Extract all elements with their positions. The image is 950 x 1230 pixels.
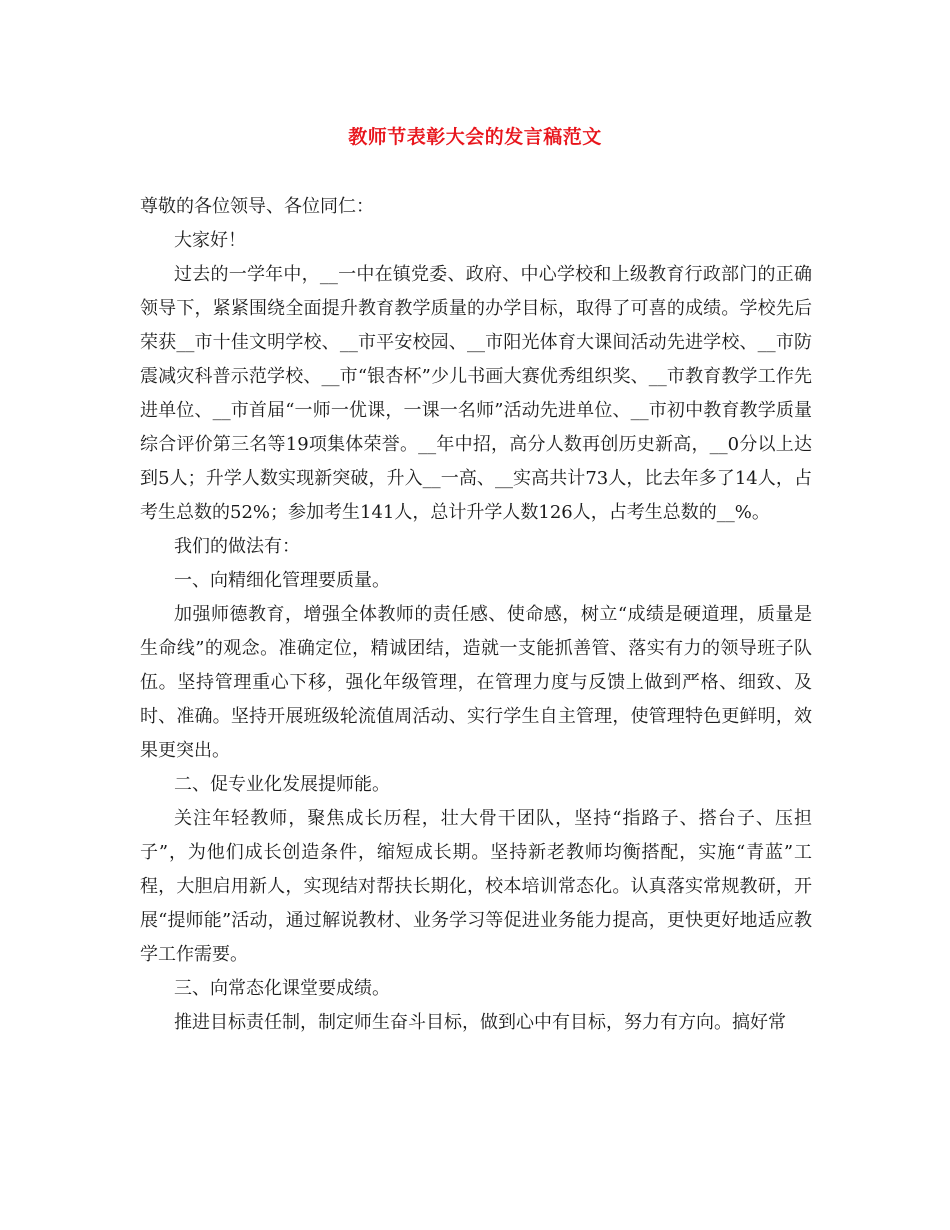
paragraph-greeting: 大家好！ xyxy=(174,230,246,251)
section-heading-3: 三、向常态化课堂要成绩。 xyxy=(174,978,390,999)
document-title: 教师节表彰大会的发言稿范文 xyxy=(348,126,602,148)
salutation: 尊敬的各位领导、各位同仁： xyxy=(140,196,374,217)
document-body xyxy=(140,190,812,1040)
paragraph-methods-intro: 我们的做法有： xyxy=(174,536,300,557)
paragraph-achievements: 过去的一学年中，__一中在镇党委、政府、中心学校和上级教育行政部门的正确领导下，紧紧围绕全面提升教育教学质量的办学目标，取得了可喜的成绩。学校先后荣获__市十佳文明学校、__市平安校园、__市阳光体育大课间活动先进学校、__市防震减灾科普示范学校、__市“银杏杯”少儿书画大赛优秀组织奖、__市教育教学工作先进单位、__市首届“一师一优课，一课一名师”活动先进单位、__市初中教育教学质量综合评价第三名等19项集体荣誉。__年中招，高分人数再创历史新高，__0分以上达到5人；升学人数实现新突破，升入__一高、__实高共计73人，比去年多了14人，占考生总数的52%；参加考生141人，总计升学人数126人，占考生总数的__%。 xyxy=(140,264,812,523)
section-heading-1: 一、向精细化管理要质量。 xyxy=(174,570,390,591)
paragraph-section-3: 推进目标责任制，制定师生奋斗目标，做到心中有目标，努力有方向。搞好常 xyxy=(174,1012,786,1033)
section-heading-2: 二、促专业化发展提师能。 xyxy=(174,774,390,795)
paragraph-section-2: 关注年轻教师，聚焦成长历程，壮大骨干团队，坚持“指路子、搭台子、压担子”，为他们成长创造条件，缩短成长期。坚持新老教师均衡搭配，实施“青蓝”工程，大胆启用新人，实现结对帮扶长期化，校本培训常态化。认真落实常规教研，开展“提师能”活动，通过解说教材、业务学习等促进业务能力提高，更快更好地适应教学工作需要。 xyxy=(140,808,812,965)
paragraph-section-1: 加强师德教育，增强全体教师的责任感、使命感，树立“成绩是硬道理，质量是生命线”的观念。准确定位，精诚团结，造就一支能抓善管、落实有力的领导班子队伍。坚持管理重心下移，强化年级管理，在管理力度与反馈上做到严格、细致、及时、准确。坚持开展班级轮流值周活动、实行学生自主管理，使管理特色更鲜明，效果更突出。 xyxy=(140,604,812,761)
